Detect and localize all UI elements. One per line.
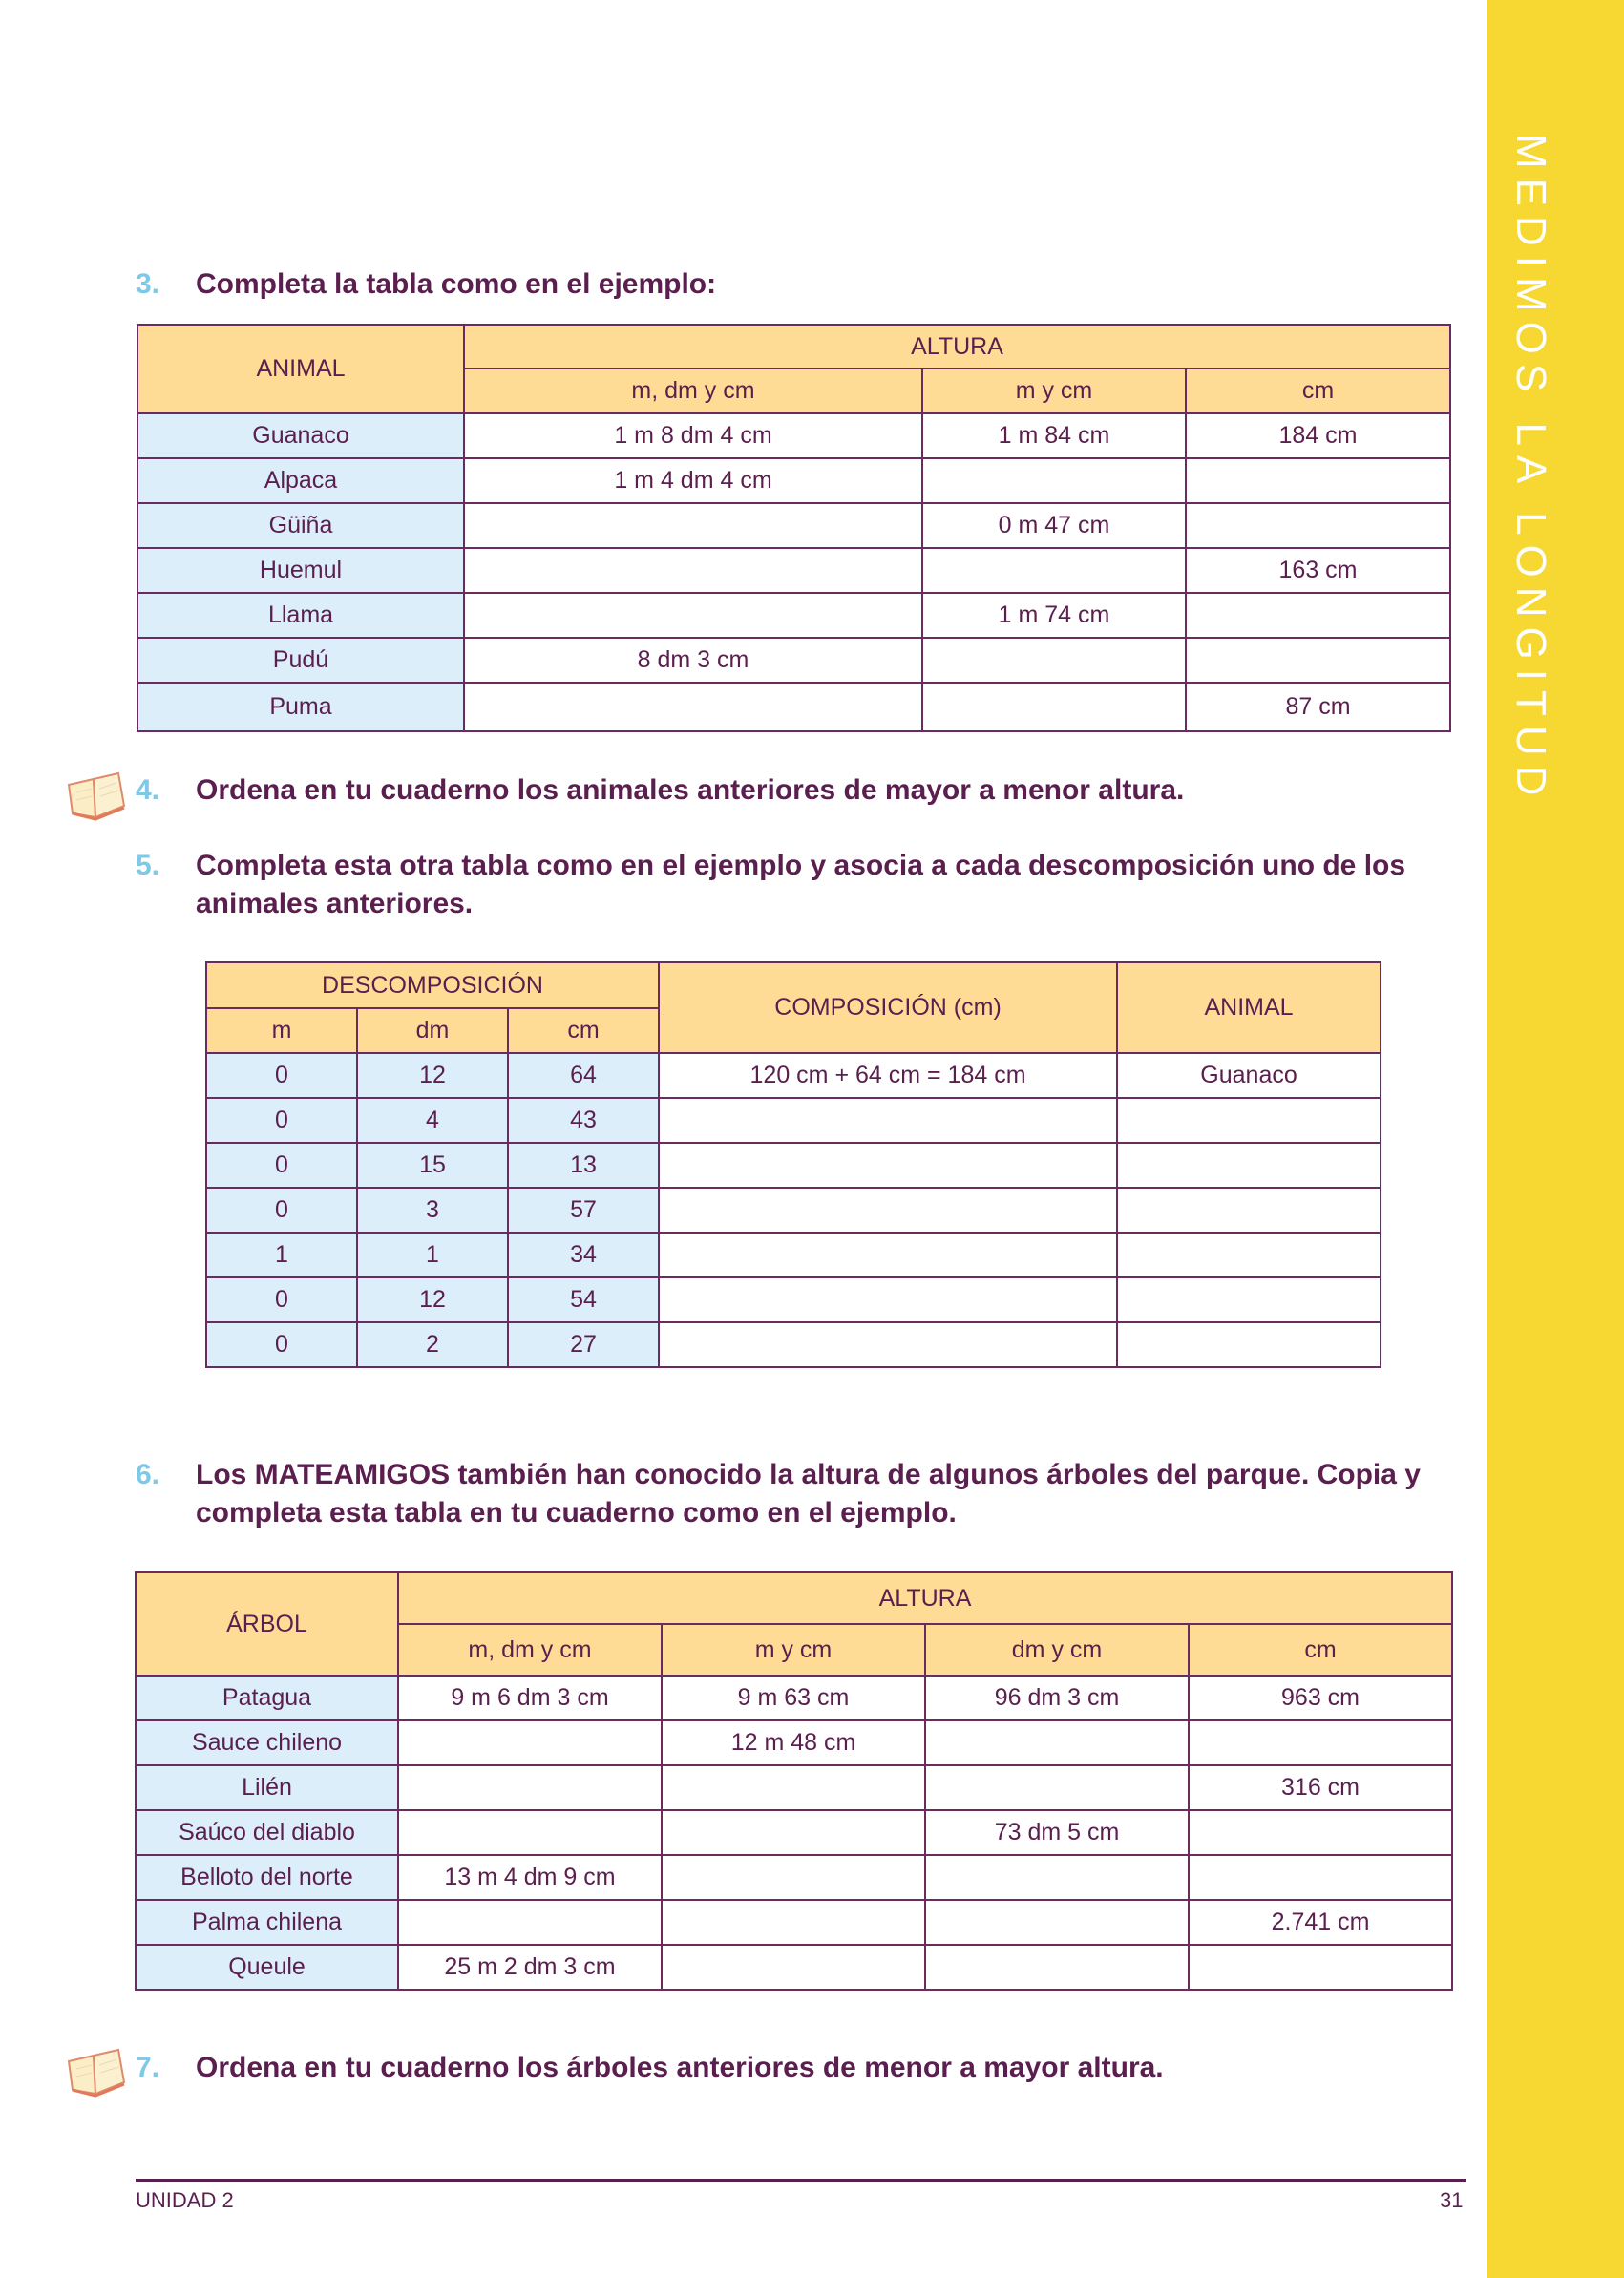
header-animal: ANIMAL bbox=[137, 325, 464, 413]
height-cell bbox=[922, 683, 1186, 731]
animal-name: Huemul bbox=[137, 548, 464, 593]
header-composicion: COMPOSICIÓN (cm) bbox=[659, 962, 1117, 1053]
exercise-text: Los MATEAMIGOS también han conocido la altura de algunos árboles del parque. Copia y completa esta tabla en tu cuaderno como en el ejemplo. bbox=[196, 1459, 1421, 1529]
height-cell bbox=[662, 1765, 925, 1810]
height-cell bbox=[1186, 638, 1450, 683]
subheader-dm: dm bbox=[357, 1008, 508, 1053]
height-cell bbox=[925, 1855, 1189, 1900]
height-cell: 163 cm bbox=[1186, 548, 1450, 593]
footer-divider bbox=[136, 2179, 1466, 2182]
book-icon bbox=[65, 2048, 126, 2098]
exercise-6 bbox=[136, 1456, 1453, 1532]
exercise-text: Completa la tabla como en el ejemplo: bbox=[196, 268, 717, 300]
height-cell bbox=[662, 1945, 925, 1990]
height-cell bbox=[922, 458, 1186, 503]
exercise-3 bbox=[136, 265, 1453, 304]
height-cell bbox=[464, 683, 922, 731]
cell-dm: 1 bbox=[357, 1233, 508, 1277]
height-cell bbox=[922, 638, 1186, 683]
cell-cm: 43 bbox=[508, 1098, 659, 1143]
table-row bbox=[137, 548, 1450, 593]
height-cell: 73 dm 5 cm bbox=[925, 1810, 1189, 1855]
cell-cm: 27 bbox=[508, 1322, 659, 1367]
header-altura: ALTURA bbox=[398, 1572, 1452, 1624]
cell-dm: 4 bbox=[357, 1098, 508, 1143]
subheader: cm bbox=[1186, 369, 1450, 413]
height-cell bbox=[1186, 503, 1450, 548]
cell-animal bbox=[1117, 1233, 1381, 1277]
height-cell bbox=[925, 1720, 1189, 1765]
height-cell bbox=[398, 1765, 662, 1810]
exercise-7 bbox=[136, 2049, 1453, 2087]
cell-animal bbox=[1117, 1277, 1381, 1322]
book-icon bbox=[65, 771, 126, 821]
height-cell: 1 m 4 dm 4 cm bbox=[464, 458, 922, 503]
height-cell bbox=[925, 1765, 1189, 1810]
cell-cm: 64 bbox=[508, 1053, 659, 1098]
table-row bbox=[206, 1322, 1381, 1367]
subheader: m, dm y cm bbox=[464, 369, 922, 413]
cell-composicion bbox=[659, 1188, 1117, 1233]
cell-composicion: 120 cm + 64 cm = 184 cm bbox=[659, 1053, 1117, 1098]
exercise-number: 4. bbox=[136, 774, 160, 806]
height-cell bbox=[1189, 1720, 1452, 1765]
cell-composicion bbox=[659, 1322, 1117, 1367]
height-cell: 1 m 74 cm bbox=[922, 593, 1186, 638]
cell-dm: 2 bbox=[357, 1322, 508, 1367]
cell-m: 0 bbox=[206, 1098, 357, 1143]
height-cell bbox=[1189, 1945, 1452, 1990]
table-row bbox=[137, 458, 1450, 503]
height-cell bbox=[464, 503, 922, 548]
cell-cm: 54 bbox=[508, 1277, 659, 1322]
table-row bbox=[136, 1720, 1452, 1765]
chapter-title: MEDIMOS LA LONGITUD bbox=[1508, 134, 1554, 806]
animal-name: Llama bbox=[137, 593, 464, 638]
cell-m: 0 bbox=[206, 1277, 357, 1322]
height-cell: 87 cm bbox=[1186, 683, 1450, 731]
exercise-text: Ordena en tu cuaderno los árboles anteriores de menor a mayor altura. bbox=[196, 2052, 1164, 2083]
height-cell: 12 m 48 cm bbox=[662, 1720, 925, 1765]
height-cell bbox=[398, 1810, 662, 1855]
table-row bbox=[137, 593, 1450, 638]
height-cell bbox=[925, 1900, 1189, 1945]
exercise-text: Completa esta otra tabla como en el ejemplo y asocia a cada descomposición uno de los animales anteriores. bbox=[196, 850, 1406, 919]
cell-cm: 57 bbox=[508, 1188, 659, 1233]
cell-m: 1 bbox=[206, 1233, 357, 1277]
exercise-number: 6. bbox=[136, 1459, 160, 1490]
exercise-number: 5. bbox=[136, 850, 160, 881]
header-descomposicion: DESCOMPOSICIÓN bbox=[206, 962, 659, 1008]
height-cell bbox=[464, 548, 922, 593]
table-row bbox=[136, 1855, 1452, 1900]
exercise-4 bbox=[136, 771, 1453, 810]
cell-animal bbox=[1117, 1143, 1381, 1188]
table-row bbox=[136, 1676, 1452, 1720]
tree-name: Patagua bbox=[136, 1676, 398, 1720]
height-cell bbox=[922, 548, 1186, 593]
subheader: m y cm bbox=[662, 1624, 925, 1676]
height-cell: 2.741 cm bbox=[1189, 1900, 1452, 1945]
animal-name: Guanaco bbox=[137, 413, 464, 458]
table-animal-heights bbox=[137, 324, 1451, 732]
height-cell: 1 m 8 dm 4 cm bbox=[464, 413, 922, 458]
subheader: m y cm bbox=[922, 369, 1186, 413]
height-cell: 0 m 47 cm bbox=[922, 503, 1186, 548]
cell-m: 0 bbox=[206, 1143, 357, 1188]
tree-name: Belloto del norte bbox=[136, 1855, 398, 1900]
height-cell: 9 m 6 dm 3 cm bbox=[398, 1676, 662, 1720]
animal-name: Puma bbox=[137, 683, 464, 731]
cell-animal bbox=[1117, 1098, 1381, 1143]
page-number: 31 bbox=[1440, 2188, 1464, 2212]
height-cell bbox=[662, 1810, 925, 1855]
exercise-text: Ordena en tu cuaderno los animales anteriores de mayor a menor altura. bbox=[196, 774, 1185, 806]
table-decomposition bbox=[205, 961, 1381, 1368]
height-cell: 13 m 4 dm 9 cm bbox=[398, 1855, 662, 1900]
cell-composicion bbox=[659, 1233, 1117, 1277]
table-row bbox=[137, 503, 1450, 548]
table-row bbox=[206, 1277, 1381, 1322]
cell-animal bbox=[1117, 1188, 1381, 1233]
height-cell: 25 m 2 dm 3 cm bbox=[398, 1945, 662, 1990]
table-row bbox=[137, 638, 1450, 683]
subheader-m: m bbox=[206, 1008, 357, 1053]
cell-animal bbox=[1117, 1322, 1381, 1367]
height-cell: 1 m 84 cm bbox=[922, 413, 1186, 458]
height-cell: 316 cm bbox=[1189, 1765, 1452, 1810]
table-row bbox=[136, 1900, 1452, 1945]
subheader-cm: cm bbox=[508, 1008, 659, 1053]
subheader: m, dm y cm bbox=[398, 1624, 662, 1676]
exercise-number: 7. bbox=[136, 2052, 160, 2083]
animal-name: Güiña bbox=[137, 503, 464, 548]
cell-dm: 12 bbox=[357, 1053, 508, 1098]
height-cell: 184 cm bbox=[1186, 413, 1450, 458]
header-altura: ALTURA bbox=[464, 325, 1450, 369]
height-cell bbox=[662, 1855, 925, 1900]
height-cell: 8 dm 3 cm bbox=[464, 638, 922, 683]
cell-cm: 13 bbox=[508, 1143, 659, 1188]
cell-dm: 12 bbox=[357, 1277, 508, 1322]
cell-composicion bbox=[659, 1143, 1117, 1188]
cell-composicion bbox=[659, 1098, 1117, 1143]
height-cell bbox=[398, 1900, 662, 1945]
height-cell bbox=[1189, 1855, 1452, 1900]
cell-m: 0 bbox=[206, 1053, 357, 1098]
animal-name: Pudú bbox=[137, 638, 464, 683]
height-cell bbox=[662, 1900, 925, 1945]
height-cell bbox=[464, 593, 922, 638]
cell-dm: 15 bbox=[357, 1143, 508, 1188]
table-row bbox=[136, 1945, 1452, 1990]
subheader: dm y cm bbox=[925, 1624, 1189, 1676]
table-row bbox=[136, 1810, 1452, 1855]
animal-name: Alpaca bbox=[137, 458, 464, 503]
cell-composicion bbox=[659, 1277, 1117, 1322]
table-row bbox=[206, 1053, 1381, 1098]
cell-m: 0 bbox=[206, 1188, 357, 1233]
table-row bbox=[137, 413, 1450, 458]
height-cell bbox=[1186, 593, 1450, 638]
table-tree-heights bbox=[135, 1571, 1453, 1991]
height-cell bbox=[398, 1720, 662, 1765]
height-cell: 96 dm 3 cm bbox=[925, 1676, 1189, 1720]
tree-name: Saúco del diablo bbox=[136, 1810, 398, 1855]
tree-name: Lilén bbox=[136, 1765, 398, 1810]
cell-m: 0 bbox=[206, 1322, 357, 1367]
table-row bbox=[206, 1233, 1381, 1277]
height-cell bbox=[1189, 1810, 1452, 1855]
height-cell bbox=[1186, 458, 1450, 503]
table-row bbox=[206, 1098, 1381, 1143]
height-cell: 963 cm bbox=[1189, 1676, 1452, 1720]
table-row bbox=[206, 1143, 1381, 1188]
exercise-5 bbox=[136, 847, 1453, 923]
tree-name: Sauce chileno bbox=[136, 1720, 398, 1765]
subheader: cm bbox=[1189, 1624, 1452, 1676]
cell-cm: 34 bbox=[508, 1233, 659, 1277]
height-cell: 9 m 63 cm bbox=[662, 1676, 925, 1720]
header-animal: ANIMAL bbox=[1117, 962, 1381, 1053]
tree-name: Palma chilena bbox=[136, 1900, 398, 1945]
cell-dm: 3 bbox=[357, 1188, 508, 1233]
footer-unit: UNIDAD 2 bbox=[136, 2188, 234, 2212]
exercise-number: 3. bbox=[136, 268, 160, 300]
tree-name: Queule bbox=[136, 1945, 398, 1990]
table-row bbox=[206, 1188, 1381, 1233]
height-cell bbox=[925, 1945, 1189, 1990]
table-row bbox=[137, 683, 1450, 731]
header-arbol: ÁRBOL bbox=[136, 1572, 398, 1676]
cell-animal: Guanaco bbox=[1117, 1053, 1381, 1098]
table-row bbox=[136, 1765, 1452, 1810]
